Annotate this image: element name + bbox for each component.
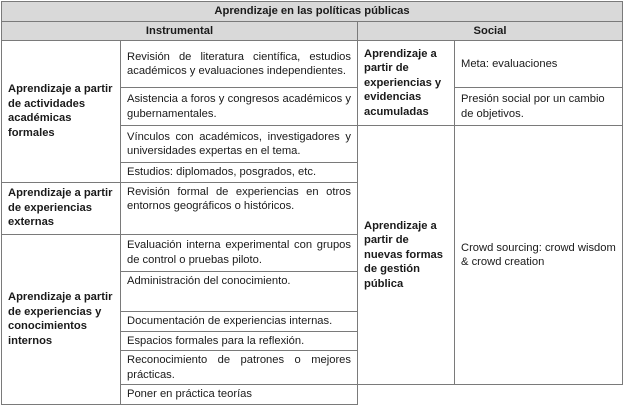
table-title: Aprendizaje en las políticas públicas xyxy=(2,2,623,22)
instrumental-group-label: Aprendizaje a partir de actividades académicas formales xyxy=(2,41,121,183)
social-item: Meta: evaluaciones xyxy=(455,41,623,88)
instrumental-item: Reconocimiento de patrones o mejores prácticas. xyxy=(121,351,358,385)
instrumental-item: Espacios formales para la reflexión. xyxy=(121,331,358,351)
instrumental-item: Asistencia a foros y congresos académicos y gubernamentales. xyxy=(121,88,358,126)
learning-table xyxy=(1,1,623,405)
instrumental-item: Administración del conocimiento. xyxy=(121,271,358,311)
instrumental-header: Instrumental xyxy=(2,21,358,41)
social-header: Social xyxy=(358,21,623,41)
instrumental-group-label: Aprendizaje a partir de experiencias externas xyxy=(2,182,121,234)
instrumental-item: Revisión de literatura científica, estudios académicos y evaluaciones independientes. xyxy=(121,41,358,88)
instrumental-item: Vínculos con académicos, investigadores y universidades expertas en el tema. xyxy=(121,126,358,163)
instrumental-item: Estudios: diplomados, posgrados, etc. xyxy=(121,163,358,183)
social-group-label: Aprendizaje a partir de experiencias y evidencias acumuladas xyxy=(358,41,455,126)
social-group-label: Aprendizaje a partir de nuevas formas de gestión pública xyxy=(358,126,455,385)
instrumental-item: Revisión formal de experiencias en otros entornos geográficos o históricos. xyxy=(121,182,358,234)
social-item: Crowd sourcing: crowd wisdom & crowd creation xyxy=(455,126,623,385)
instrumental-item: Poner en práctica teorías xyxy=(121,385,358,405)
instrumental-group-label: Aprendizaje a partir de experiencias y conocimientos internos xyxy=(2,234,121,404)
instrumental-item: Documentación de experiencias internas. xyxy=(121,311,358,331)
instrumental-item: Evaluación interna experimental con grupos de control o pruebas piloto. xyxy=(121,234,358,271)
social-item: Presión social por un cambio de objetivos. xyxy=(455,88,623,126)
